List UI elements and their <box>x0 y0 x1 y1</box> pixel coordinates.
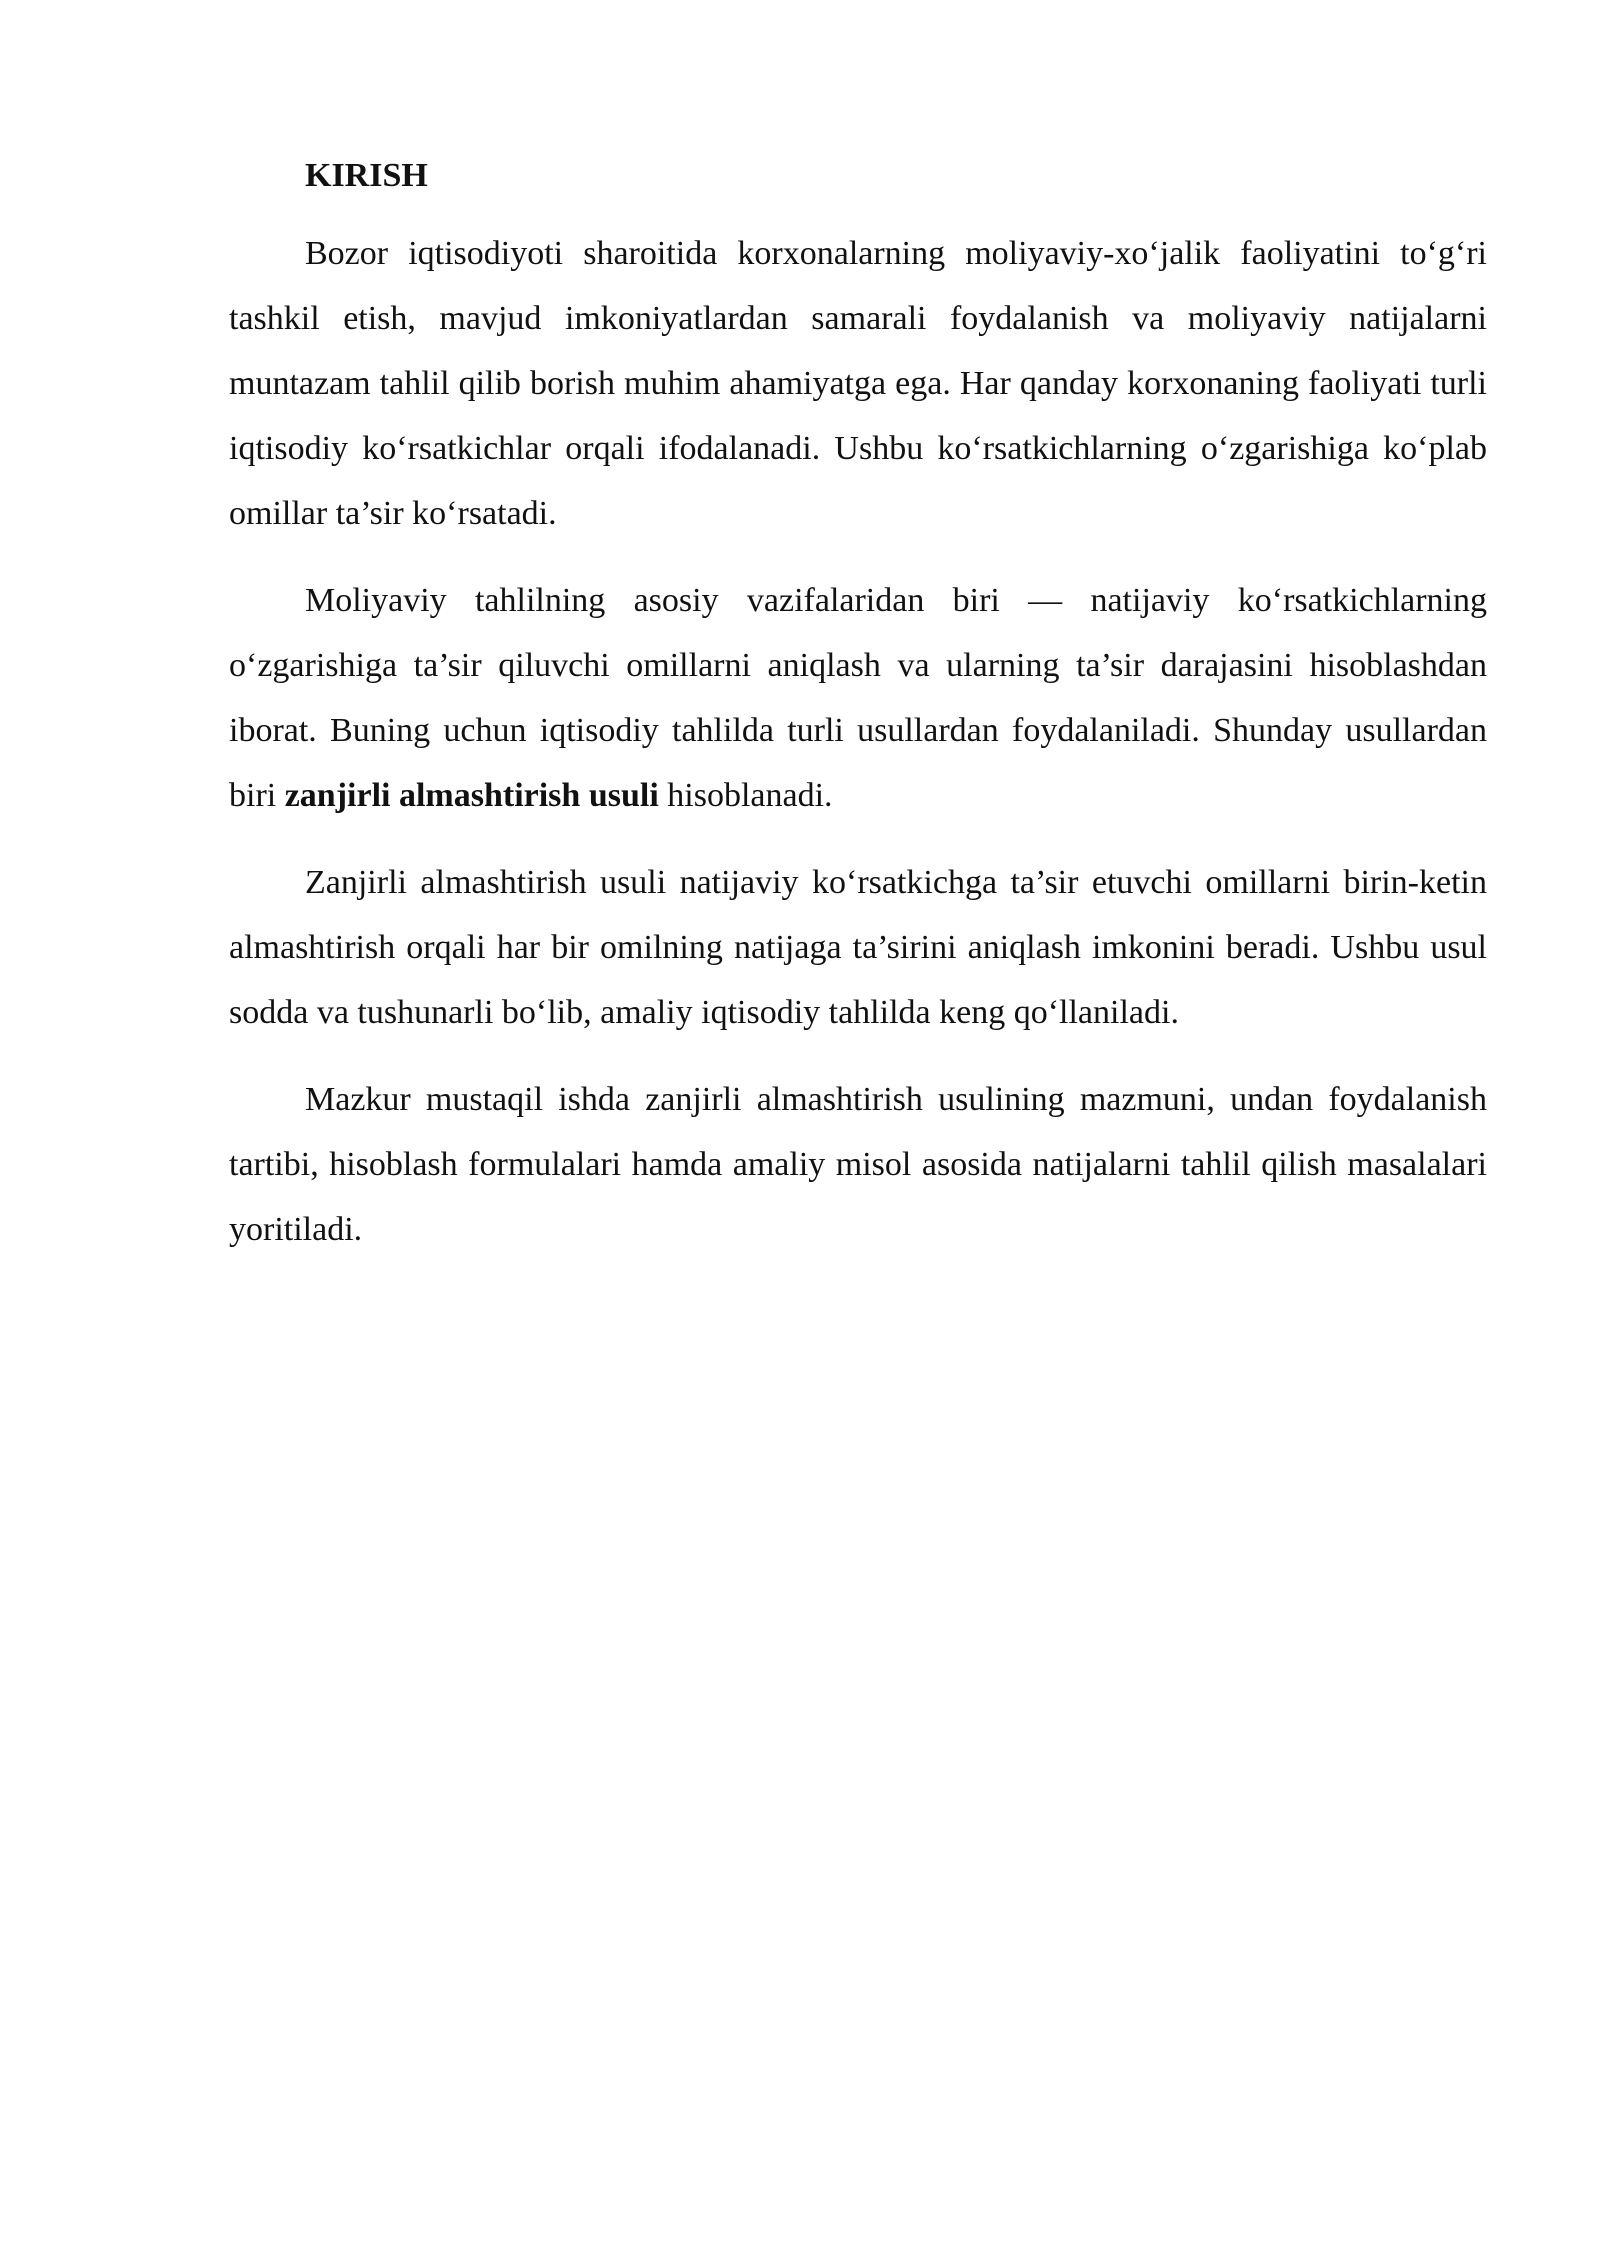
paragraph-1-text: Bozor iqtisodiyoti sharoitida korxonalarning moliyaviy-xo‘jalik faoliyatini to‘g‘ri tashkil etish, mavjud imkoniyatlardan samarali foydalanish va moliyaviy natijalarni muntazam tahlil qilib borish muhim ahamiyatga ega. Har qanday korxonaning faoliyati turli iqtisodiy ko‘rsatkichlar orqali ifodalanadi. Ushbu ko‘rsatkichlarning o‘zgarishiga ko‘plab omillar ta’sir ko‘rsatadi. <box>229 235 1487 532</box>
paragraph-2-text-before: Moliyaviy tahlilning asosiy vazifalaridan biri — natijaviy ko‘rsatkichlarning o‘zgarishiga ta’sir qiluvchi omillarni aniqlash va ularning ta’sir darajasini hisoblashdan iborat. Buning uchun iqtisodiy tahlilda turli usullardan foydalaniladi. Shunday usullardan biri <box>229 582 1487 814</box>
document-body <box>229 148 1487 1284</box>
paragraph-2-text-after: hisoblanadi. <box>658 777 833 814</box>
section-heading: KIRISH <box>305 157 428 194</box>
paragraph-2 <box>229 568 1487 828</box>
paragraph-3 <box>229 850 1487 1045</box>
paragraph-3-text: Zanjirli almashtirish usuli natijaviy ko‘rsatkichga ta’sir etuvchi omillarni birin-ketin almashtirish orqali har bir omilning natijaga ta’sirini aniqlash imkonini beradi. Ushbu usul sodda va tushunarli bo‘lib, amaliy iqtisodiy tahlilda keng qo‘llaniladi. <box>229 864 1487 1031</box>
paragraph-4 <box>229 1067 1487 1262</box>
paragraph-2-bold-term: zanjirli almashtirish usuli <box>284 777 659 814</box>
paragraph-1 <box>229 221 1487 546</box>
paragraph-4-text: Mazkur mustaqil ishda zanjirli almashtirish usulining mazmuni, undan foydalanish tartibi, hisoblash formulalari hamda amaliy misol asosida natijalarni tahlil qilish masalalari yoritiladi. <box>229 1081 1487 1248</box>
